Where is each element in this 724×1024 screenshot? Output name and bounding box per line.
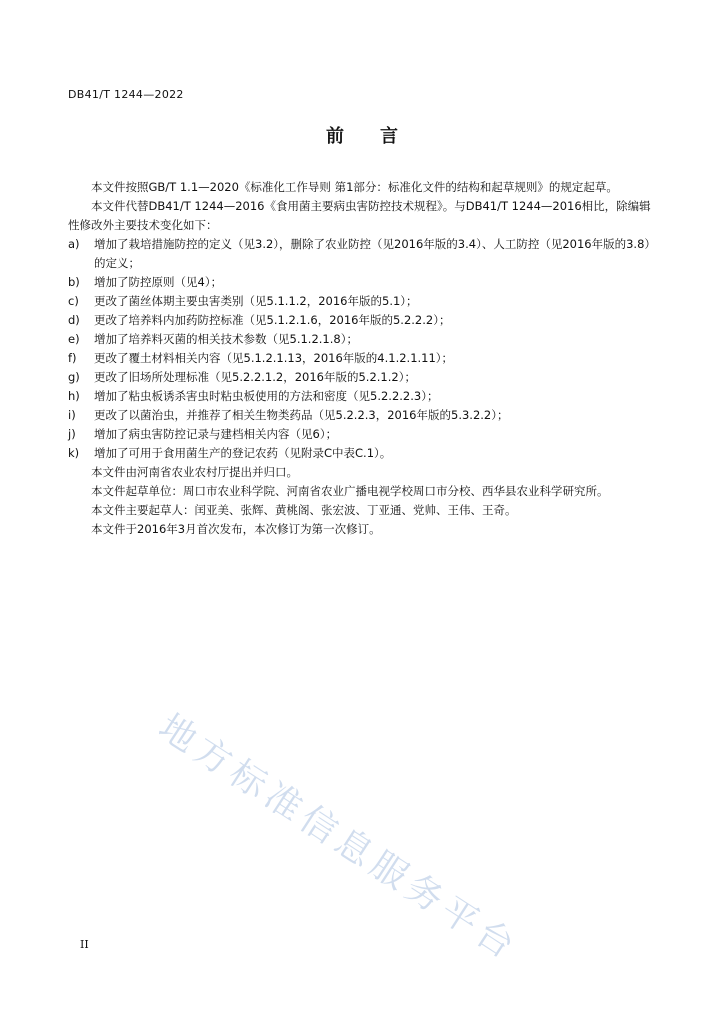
- list-marker: a): [68, 237, 80, 251]
- list-marker: c): [68, 294, 79, 308]
- list-marker: e): [68, 332, 80, 346]
- list-marker: k): [68, 446, 80, 460]
- page-number: II: [80, 938, 89, 951]
- list-item-text: 更改了菌丝体期主要虫害类别（见5.1.1.2，2016年版的5.1）；: [94, 294, 418, 308]
- paragraph: 本文件由河南省农业农村厅提出并归口。: [91, 465, 298, 479]
- list-item-text: 更改了以菌治虫，并推荐了相关生物类药品（见5.2.2.3，2016年版的5.3.2.2）；: [94, 408, 509, 422]
- list-marker: h): [68, 389, 80, 403]
- list-item-text: 增加了粘虫板诱杀害虫时粘虫板使用的方法和密度（见5.2.2.2.3）；: [94, 389, 439, 403]
- list-item: [68, 273, 658, 292]
- list-marker: d): [68, 313, 80, 327]
- list-item-text: 增加了栽培措施防控的定义（见3.2），删除了农业防控（见2016年版的3.4）、人工防控（见2016年版的3.8）的定义；: [94, 237, 656, 270]
- list-marker: i): [68, 408, 76, 422]
- paragraph: 本文件代替DB41/T 1244—2016《食用菌主要病虫害防控技术规程》。与DB41/T 1244—2016相比，除编辑性修改外主要技术变化如下：: [68, 199, 651, 232]
- list-item: [68, 425, 658, 444]
- list-item-text: 增加了可用于食用菌生产的登记农药（见附录C中表C.1）。: [94, 446, 392, 460]
- list-item-text: 增加了培养料灭菌的相关技术参数（见5.1.2.1.8）；: [94, 332, 358, 346]
- list-item: [68, 292, 658, 311]
- list-marker: f): [68, 351, 77, 365]
- list-item: [68, 311, 658, 330]
- list-item-text: 增加了防控原则（见4）；: [94, 275, 223, 289]
- paragraph: 本文件于2016年3月首次发布，本次修订为第一次修订。: [91, 522, 381, 536]
- paragraph: 本文件主要起草人：闰亚美、张辉、黄桃阁、张宏波、丁亚通、党帅、王伟、王奇。: [91, 503, 517, 517]
- foreword-body: [68, 178, 658, 539]
- list-item: [68, 330, 658, 349]
- title-char-right: 言: [380, 126, 398, 147]
- list-item: [68, 406, 658, 425]
- paragraph: 本文件起草单位：周口市农业科学院、河南省农业广播电视学校周口市分校、西华县农业科学研究所。: [91, 484, 609, 498]
- list-item: [68, 349, 658, 368]
- list-item: [68, 444, 658, 463]
- page-title: [0, 122, 724, 148]
- standard-code: DB41/T 1244—2022: [68, 88, 184, 101]
- list-marker: g): [68, 370, 80, 384]
- list-item: [68, 387, 658, 406]
- list-marker: b): [68, 275, 80, 289]
- list-item-text: 更改了培养料内加药防控标准（见5.1.2.1.6，2016年版的5.2.2.2）；: [94, 313, 451, 327]
- change-list: [68, 235, 658, 463]
- paragraph: 本文件按照GB/T 1.1—2020《标准化工作导则 第1部分：标准化文件的结构和起草规则》的规定起草。: [91, 180, 618, 194]
- list-item-text: 增加了病虫害防控记录与建档相关内容（见6）；: [94, 427, 338, 441]
- list-item-text: 更改了覆土材料相关内容（见5.1.2.1.13，2016年版的4.1.2.1.11）；: [94, 351, 454, 365]
- list-item-text: 更改了旧场所处理标准（见5.2.2.1.2，2016年版的5.2.1.2）；: [94, 370, 416, 384]
- list-marker: j): [68, 427, 76, 441]
- watermark: 地方标准信息服务平台: [151, 706, 526, 970]
- list-item: [68, 368, 658, 387]
- list-item: [68, 235, 658, 273]
- title-char-left: 前: [326, 126, 344, 147]
